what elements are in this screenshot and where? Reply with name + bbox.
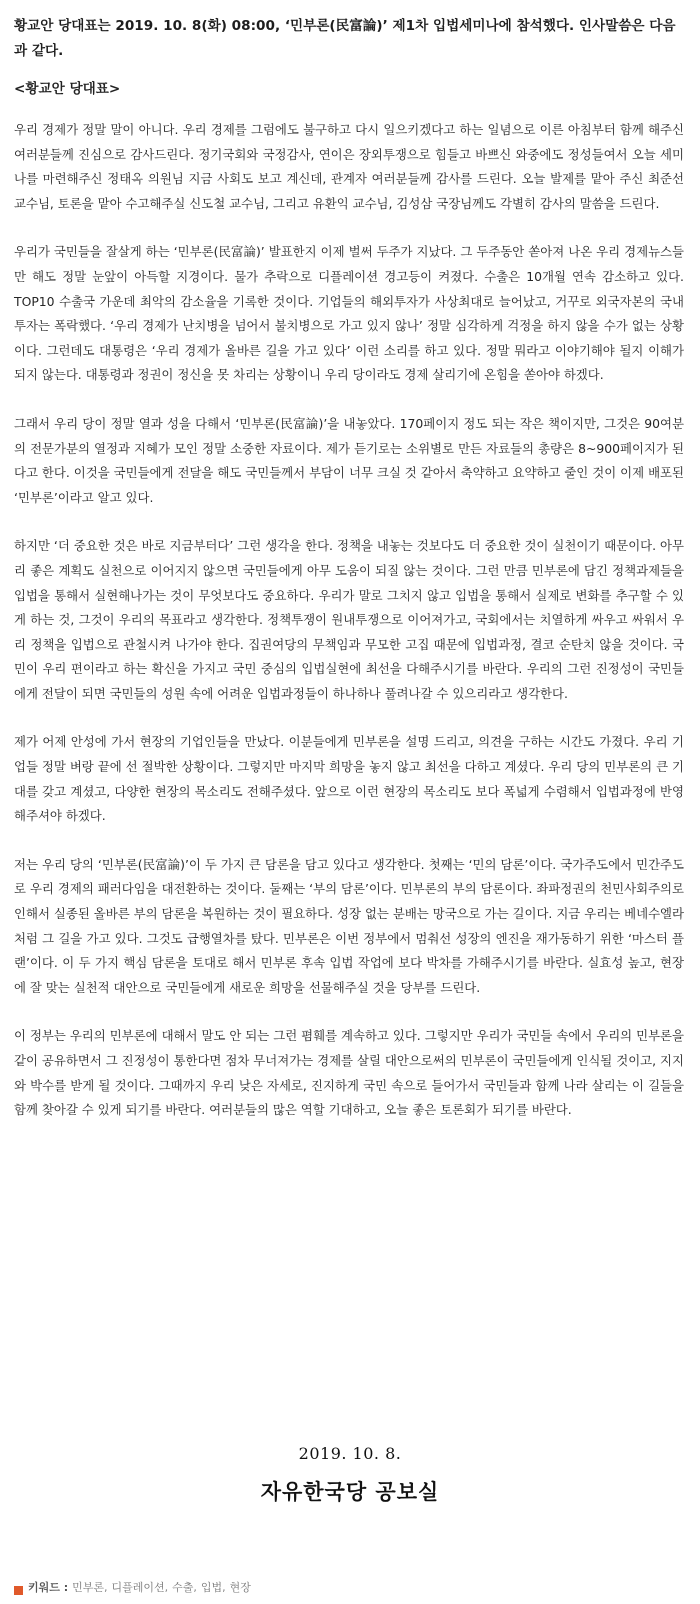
- keyword-link[interactable]: 입법: [200, 1581, 223, 1594]
- keyword-separator: ,: [222, 1581, 226, 1594]
- speech-paragraph-2: 우리가 국민들을 잘살게 하는 ‘민부론(民富論)’ 발표한지 이제 벌써 두주가 지났다. 그 두주동안 쏟아져 나온 우리 경제뉴스들만 해도 정말 눈앞이 아득할 지경이다. 물가 추락으로 디플레이션 경고등이 켜졌다. 수출은 10개월 연속 감소하고 있다. TOP10 수출국 가운데 최악의 감소율을 기록한 것이다. 기업들의 해외투자가 사상최대로 늘어났고, 거꾸로 외국자본의 국내투자는 폭락했다. ‘우리 경제가 난치병을 넘어서 불치병으로 가고 있지 않나’ 정말 심각하게 걱정을 하지 않을 수가 없는 상황이다. 그런데도 대통령은 ‘우리 경제가 올바른 길을 가고 있다’ 이런 소리를 하고 있다. 정말 뭐라고 이야기해야 될지 이해가 되지 않는다. 대통령과 정권이 정신을 못 차리는 상황이니 우리 당이라도 경제 살리기에 온힘을 쏟아야 하겠다.: [14, 244, 684, 383]
- speech-paragraph-4: 하지만 ‘더 중요한 것은 바로 지금부터다’ 그런 생각을 한다. 정책을 내놓는 것보다도 더 중요한 것이 실천이기 때문이다. 아무리 좋은 계획도 실천으로 이어지지 않으면 국민들에게 아무 도움이 되질 않는 것이다. 그런 만큼 민부론에 담긴 정책과제들을 입법을 통해서 실현해나가는 것이 무엇보다도 중요하다. 우리가 말로 그치지 않고 입법을 통해서 실제로 변화를 추구할 수 있게 하는 것, 그것이 우리의 목표라고 생각한다. 정책투쟁이 원내투쟁으로 이어져가고, 국회에서는 치열하게 싸우고 싸워서 우리 정책을 입법으로 관철시켜 나가야 한다. 집권여당의 무책임과 무모한 고집 때문에 입법과정, 결코 순탄치 않을 것이다. 국민이 우리 편이라고 하는 확신을 가지고 국민 중심의 입법실현에 최선을 다해주시기를 바란다. 우리의 그런 진정성이 국민들에게 전달이 되면 국민들의 성원 속에 어려운 입법과정들이 하나하나 풀려나갈 수 있으리라고 생각한다.: [14, 538, 684, 701]
- keyword-link[interactable]: 현장: [229, 1581, 251, 1594]
- keyword-list: [72, 1580, 251, 1596]
- issuing-office: 자유한국당 공보실: [260, 1480, 440, 1504]
- tag-icon: [14, 1584, 23, 1593]
- keywords-bar: [14, 1580, 251, 1596]
- speech-paragraph-6: 저는 우리 당의 ‘민부론(民富論)’이 두 가지 큰 담론을 담고 있다고 생각한다. 첫째는 ‘민의 담론’이다. 국가주도에서 민간주도로 우리 경제의 패러다임을 대전환하는 것이다. 둘째는 ‘부의 담론’이다. 민부론의 부의 담론이다. 좌파정권의 천민사회주의로 인해서 실종된 올바른 부의 담론을 복원하는 것이 필요하다. 성장 없는 분배는 망국으로 가는 길이다. 지금 우리는 베네수엘라처럼 그 길을 가고 있다. 그것도 급행열차를 탔다. 민부론은 이번 정부에서 멈춰선 성장의 엔진을 재가동하기 위한 ‘마스터 플랜’이다. 이 두 가지 핵심 담론을 토대로 해서 민부론 후속 입법 작업에 보다 박차를 가해주시기를 바란다. 실효성 높고, 현장에 잘 맞는 실천적 대안으로 국민들에게 새로운 희망을 선물해주실 것을 당부를 드린다.: [14, 856, 684, 995]
- keyword-separator: ,: [104, 1581, 108, 1594]
- speech-paragraph-5: 제가 어제 안성에 가서 현장의 기업인들을 만났다. 이분들에게 민부론을 설명 드리고, 의견을 구하는 시간도 가졌다. 우리 기업들 정말 벼랑 끝에 선 절박한 상황이다. 그렇지만 마지막 희망을 놓지 않고 최선을 다하고 계셨다. 우리 당의 민부론의 큰 기대를 갖고 계셨고, 다양한 현장의 목소리도 전해주셨다. 앞으로 이런 현장의 목소리도 보다 폭넓게 수렴해서 입법과정에 반영해주셔야 하겠다.: [14, 734, 684, 824]
- keyword-separator: ,: [164, 1581, 169, 1594]
- release-date: 2019. 10. 8.: [298, 1444, 402, 1463]
- keywords-label: 키워드 :: [28, 1581, 69, 1594]
- intro-text: 황교안 당대표는 2019. 10. 8(화) 08:00, ‘민부론(民富論)’ 제1차 입법세미나에 참석했다. 인사말씀은 다음과 같다.: [14, 18, 676, 59]
- speaker-label: <황교안 당대표>: [14, 81, 121, 97]
- speech-paragraph-1: 우리 경제가 정말 말이 아니다. 우리 경제를 그럼에도 불구하고 다시 일으키겠다고 하는 일념으로 이른 아침부터 함께 해주신 여러분들께 진심으로 감사드린다. 정기국회와 국정감사, 연이은 장외투쟁으로 힘들고 바쁘신 와중에도 정성들여서 오늘 세미나를 마련해주신 정태옥 의원님 지금 사회도 보고 계신데, 관계자 여러분들께 감사를 드린다. 오늘 발제를 맡아 주신 최준선 교수님, 토론을 맡아 수고해주실 신도철 교수님, 그리고 유환익 교수님, 김성삼 국장님께도 각별히 감사의 말씀을 드린다.: [14, 122, 684, 211]
- keyword-link[interactable]: 민부론: [72, 1581, 104, 1594]
- speech-paragraph-3: 그래서 우리 당이 정말 열과 성을 다해서 ‘민부론(民富論)’을 내놓았다. 170페이지 정도 되는 작은 책이지만, 그것은 90여분의 전문가분의 열정과 지혜가 모인 정말 소중한 자료이다. 제가 듣기로는 소위별로 만든 자료들의 총량은 8~900페이지가 된다고 한다. 이것을 국민들에게 전달을 해도 국민들께서 부담이 너무 크실 것 같아서 축약하고 요약하고 줄인 것이 이제 배포된 ‘민부론’이라고 알고 있다.: [14, 415, 684, 505]
- speech-paragraph-7: 이 정부는 우리의 민부론에 대해서 말도 안 되는 그런 폄훼를 계속하고 있다. 그렇지만 우리가 국민들 속에서 우리의 민부론을 같이 공유하면서 그 진정성이 통한다면 점차 무너져가는 경제를 살릴 대안으로써의 민부론이 국민들에게 인식될 것이고, 지지와 박수를 받게 될 것이다. 그때까지 우리 낮은 자세로, 진지하게 국민 속으로 들어가서 국민들과 함께 나라 살리는 이 길들을 함께 찾아갈 수 있게 되기를 바란다. 여러분들의 많은 역할 기대하고, 오늘 좋은 토론회가 되기를 바란다.: [14, 1028, 684, 1118]
- keyword-separator: ,: [193, 1581, 197, 1594]
- keyword-link[interactable]: 디플레이션: [111, 1581, 165, 1594]
- keyword-link[interactable]: 수출: [172, 1581, 194, 1594]
